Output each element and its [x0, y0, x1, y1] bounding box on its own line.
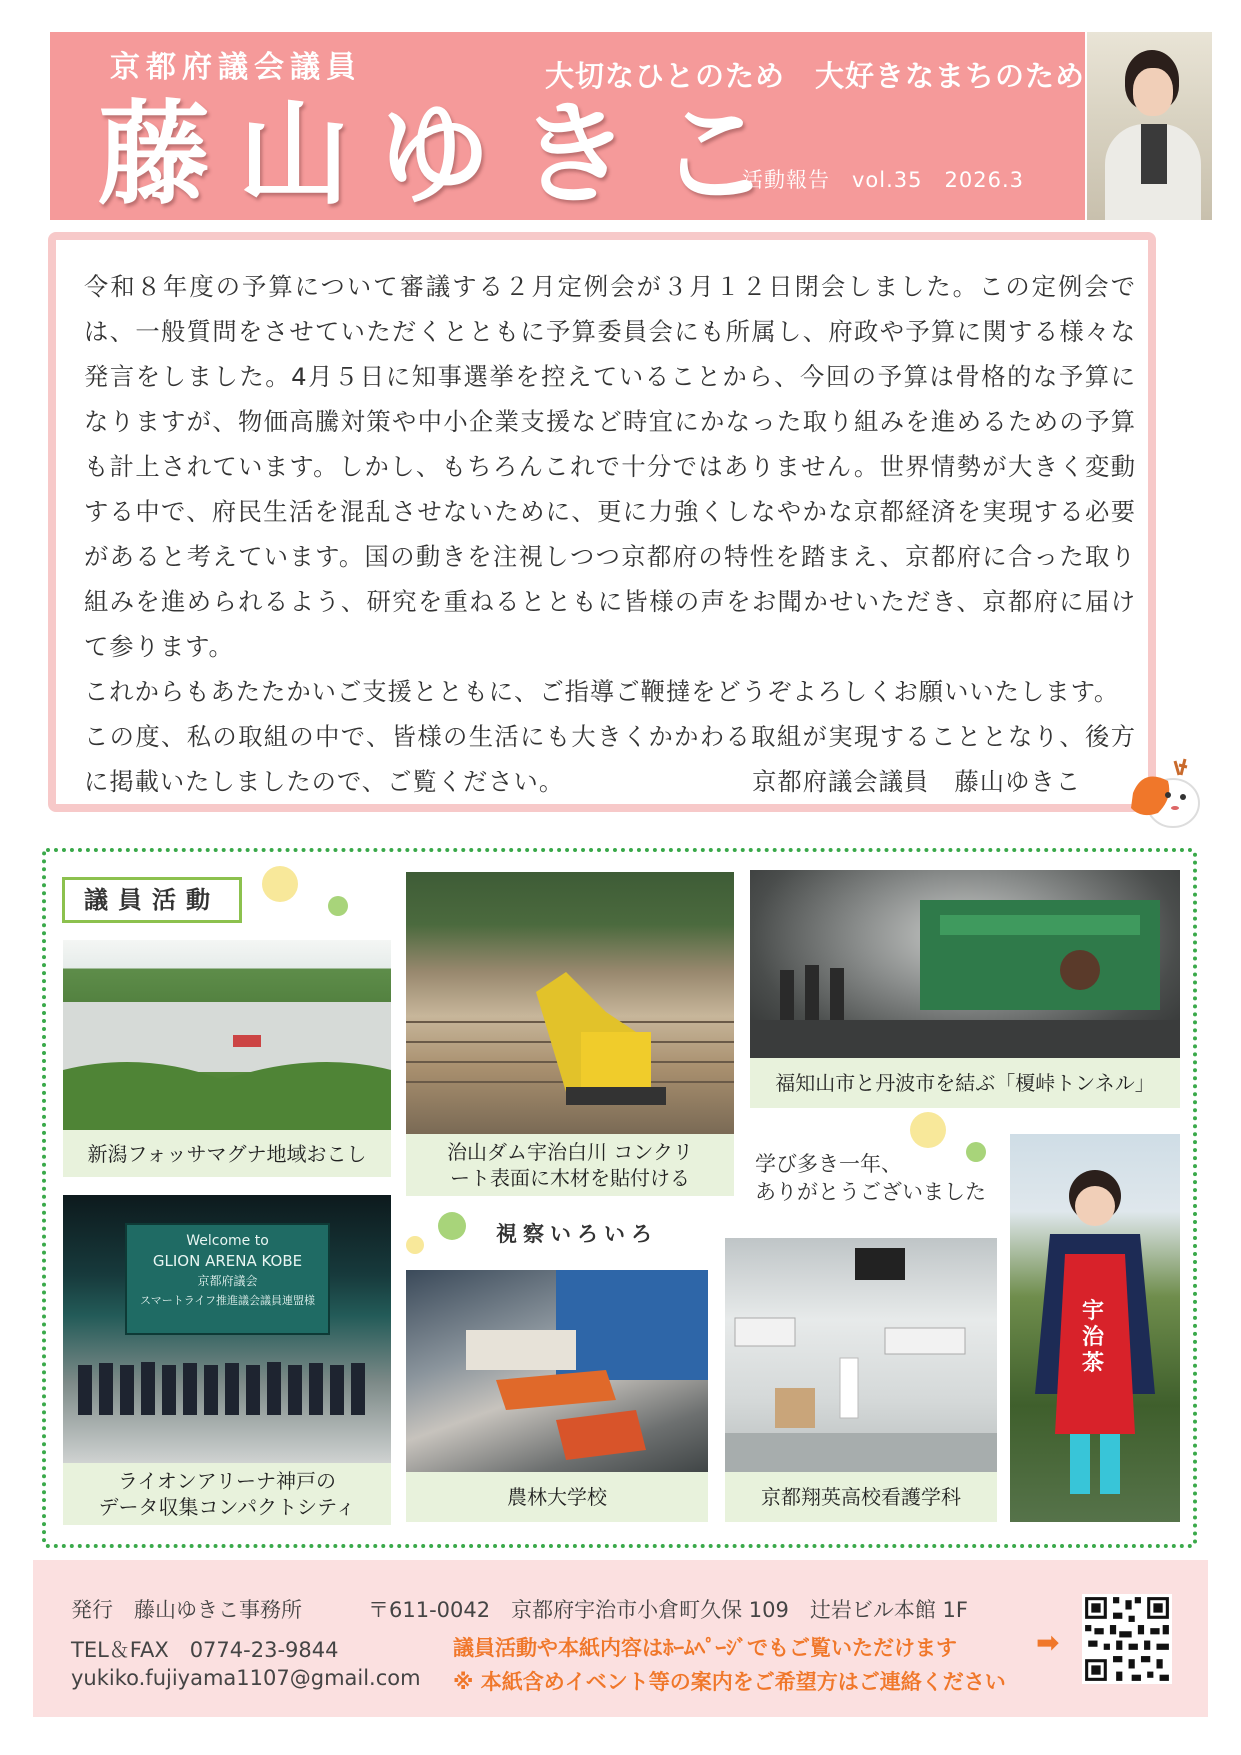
caption-tunnel: 福知山市と丹波市を結ぶ「榎峠トンネル」: [750, 1058, 1180, 1108]
message-text: [84, 264, 1136, 804]
arena-screen-line3: 京都府議会: [197, 1274, 258, 1288]
arena-screen-line4: スマートライフ推進議会議員連盟様: [139, 1294, 316, 1307]
role-title: 京都府議会議員: [110, 50, 362, 85]
decor-dot-yellow-2: [910, 1112, 946, 1148]
caption-nursing: 京都翔英高校看護学科: [725, 1472, 997, 1522]
message-paragraph-2: これからもあたたかいご支援とともに、ご指導ご鞭撻をどうぞよろしくお願いいたします。: [84, 677, 1120, 706]
publisher: 発行 藤山ゆきこ事務所: [71, 1598, 302, 1622]
caption-niigata: 新潟フォッサマグナ地域おこし: [63, 1130, 391, 1177]
thanks-message: 学び多き一年、 ありがとうございました: [755, 1152, 986, 1204]
decor-dot-yellow-3: [406, 1236, 424, 1254]
office-address: 〒611-0042 京都府宇治市小倉町久保 109 辻岩ビル本館 1F: [368, 1598, 968, 1622]
slogan: 大切なひとのため 大好きなまちのため: [545, 59, 1086, 93]
decor-dot-green-3: [438, 1212, 466, 1240]
signature: 京都府議会議員 藤山ゆきこ: [752, 767, 1081, 796]
decor-dot-yellow: [262, 866, 298, 902]
member-name: 藤山ゆきこ: [98, 90, 798, 220]
inspection-heading: 視察いろいろ: [496, 1222, 658, 1246]
caption-forestry: 農林大学校: [406, 1472, 708, 1522]
photo-uji-tea: [1010, 1134, 1180, 1522]
issue-info: 活動報告 vol.35 2026.3: [742, 168, 1024, 192]
deer-mascot-icon: [1113, 753, 1203, 835]
apron-text: 宇治茶: [1082, 1299, 1105, 1376]
homepage-notice: 議員活動や本紙内容はﾎｰﾑﾍﾟｰｼﾞでもご覧いただけます: [453, 1636, 957, 1660]
photo-arena: [63, 1195, 391, 1463]
caption-dam: 治山ダム宇治白川 コンクリ ート表面に木材を貼付ける: [406, 1134, 734, 1196]
message-paragraph-3: この度、私の取組の中で、皆様の生活にも大きくかかわる取組が実現することとなり、後方に掲載いたしましたので、ご覧ください。: [84, 722, 1136, 796]
qr-code-icon[interactable]: [1082, 1594, 1172, 1684]
portrait-photo: [1087, 32, 1212, 220]
activities-title: 議員活動: [62, 877, 242, 923]
decor-dot-green: [328, 896, 348, 916]
message-box: [48, 232, 1156, 812]
tel-fax: TEL＆FAX 0774-23-9844: [71, 1638, 339, 1662]
photo-niigata: [63, 940, 391, 1130]
caption-arena: ライオンアリーナ神戸の データ収集コンパクトシティ: [63, 1463, 391, 1525]
arena-screen-line2: GLION ARENA KOBE: [152, 1252, 303, 1270]
message-paragraph-1: 令和８年度の予算について審議する２月定例会が３月１２日閉会しました。この定例会では、一般質問をさせていただくとともに予算委員会にも所属し、府政や予算に関する様々な発言をしました。4月５日に知事選挙を控えていることから、今回の予算は骨格的な予算になりますが、物価高騰対策や中小企業支援など時宜にかなった取り組みを進めるための予算も計上されています。しかし、もちろんこれで十分ではありません。世界情勢が大きく変動する中で、府民生活を混乱させないために、更に力強くしなやかな京都経済を実現する必要があると考えています。国の動きを注視しつつ京都府の特性を踏まえ、京都府に合った取り組みを進められるよう、研究を重ねるとともに皆様の声をお聞かせいただき、京都府に届けて参ります。: [84, 272, 1136, 661]
email-address: yukiko.fujiyama1107@gmail.com: [71, 1666, 421, 1690]
photo-tunnel: [750, 870, 1180, 1058]
masthead: [50, 32, 1085, 220]
footer: [33, 1560, 1208, 1717]
photo-nursing: [725, 1238, 997, 1472]
photo-forestry: [406, 1270, 708, 1472]
photo-dam: [406, 872, 734, 1134]
event-notice: ※ 本紙含めイベント等の案内をご希望方はご連絡ください: [453, 1670, 1006, 1694]
arrow-right-icon: ➡: [1036, 1626, 1060, 1659]
arena-screen-line1: Welcome to: [186, 1233, 269, 1249]
